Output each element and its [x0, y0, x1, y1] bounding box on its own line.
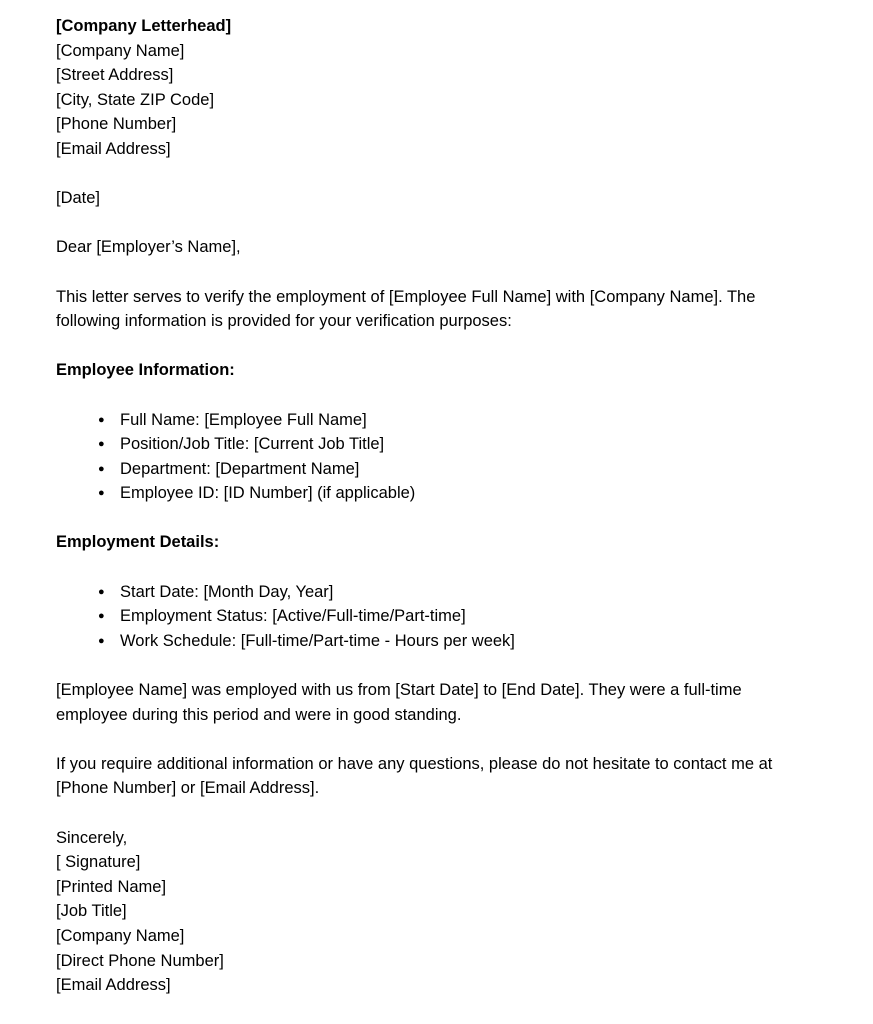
list-item: ● Department: [Department Name]	[120, 457, 817, 482]
employee-information-list	[56, 408, 817, 506]
letterhead-phone-number: [Phone Number]	[56, 115, 177, 134]
signature-line: [ Signature]	[56, 853, 141, 872]
list-item: ● Position/Job Title: [Current Job Title]	[120, 432, 817, 457]
employment-verification-letter	[56, 14, 817, 998]
list-item: ● Employee ID: [ID Number] (if applicable)	[120, 481, 817, 506]
spacer-after-intro	[56, 334, 817, 359]
list-item: ● Work Schedule: [Full-time/Part-time - Hours per week]	[120, 629, 817, 654]
list-item: ● Full Name: [Employee Full Name]	[120, 408, 817, 433]
direct-phone-number-line: [Direct Phone Number]	[56, 951, 224, 970]
spacer-after-details-list	[56, 653, 817, 678]
list-item: ● Employment Status: [Active/Full-time/Part-time]	[120, 604, 817, 629]
closing-block	[56, 826, 817, 998]
spacer-after-contact	[56, 801, 817, 826]
sign-off: Sincerely,	[56, 828, 128, 847]
spacer-before-employee-list	[56, 383, 817, 408]
spacer-after-letterhead	[56, 162, 817, 187]
employment-details-heading: Employment Details:	[56, 533, 220, 552]
company-name-line: [Company Name]	[56, 926, 185, 945]
spacer-before-details-list	[56, 555, 817, 580]
salutation: Dear [Employer’s Name],	[56, 238, 241, 257]
employment-period-paragraph: [Employee Name] was employed with us from [Start Date] to [End Date]. They were a full-time employee during this period and were in good standing.	[56, 681, 742, 724]
spacer-after-date	[56, 211, 817, 236]
letterhead-email-address: [Email Address]	[56, 139, 171, 158]
spacer-after-period	[56, 727, 817, 752]
intro-paragraph: This letter serves to verify the employment of [Employee Full Name] with [Company Name]. The following information is provided for your verification purposes:	[56, 287, 756, 331]
letterhead-street-address: [Street Address]	[56, 66, 174, 85]
letterhead-company-name: [Company Name]	[56, 41, 185, 60]
letterhead-city-state-zip: [City, State ZIP Code]	[56, 90, 215, 109]
employment-details-list	[56, 580, 817, 654]
list-item: ● Start Date: [Month Day, Year]	[120, 580, 817, 605]
spacer-after-salutation	[56, 260, 817, 285]
job-title-line: [Job Title]	[56, 902, 127, 921]
contact-paragraph: If you require additional information or have any questions, please do not hesitate to contact me at [Phone Number] or [Email Address].	[56, 754, 773, 798]
spacer-after-employee-list	[56, 506, 817, 531]
letterhead-title: [Company Letterhead]	[56, 17, 232, 35]
letterhead-block	[56, 14, 817, 162]
printed-name-line: [Printed Name]	[56, 877, 167, 896]
employee-information-heading: Employee Information:	[56, 361, 235, 380]
letter-date: [Date]	[56, 189, 101, 208]
email-address-line: [Email Address]	[56, 976, 171, 995]
